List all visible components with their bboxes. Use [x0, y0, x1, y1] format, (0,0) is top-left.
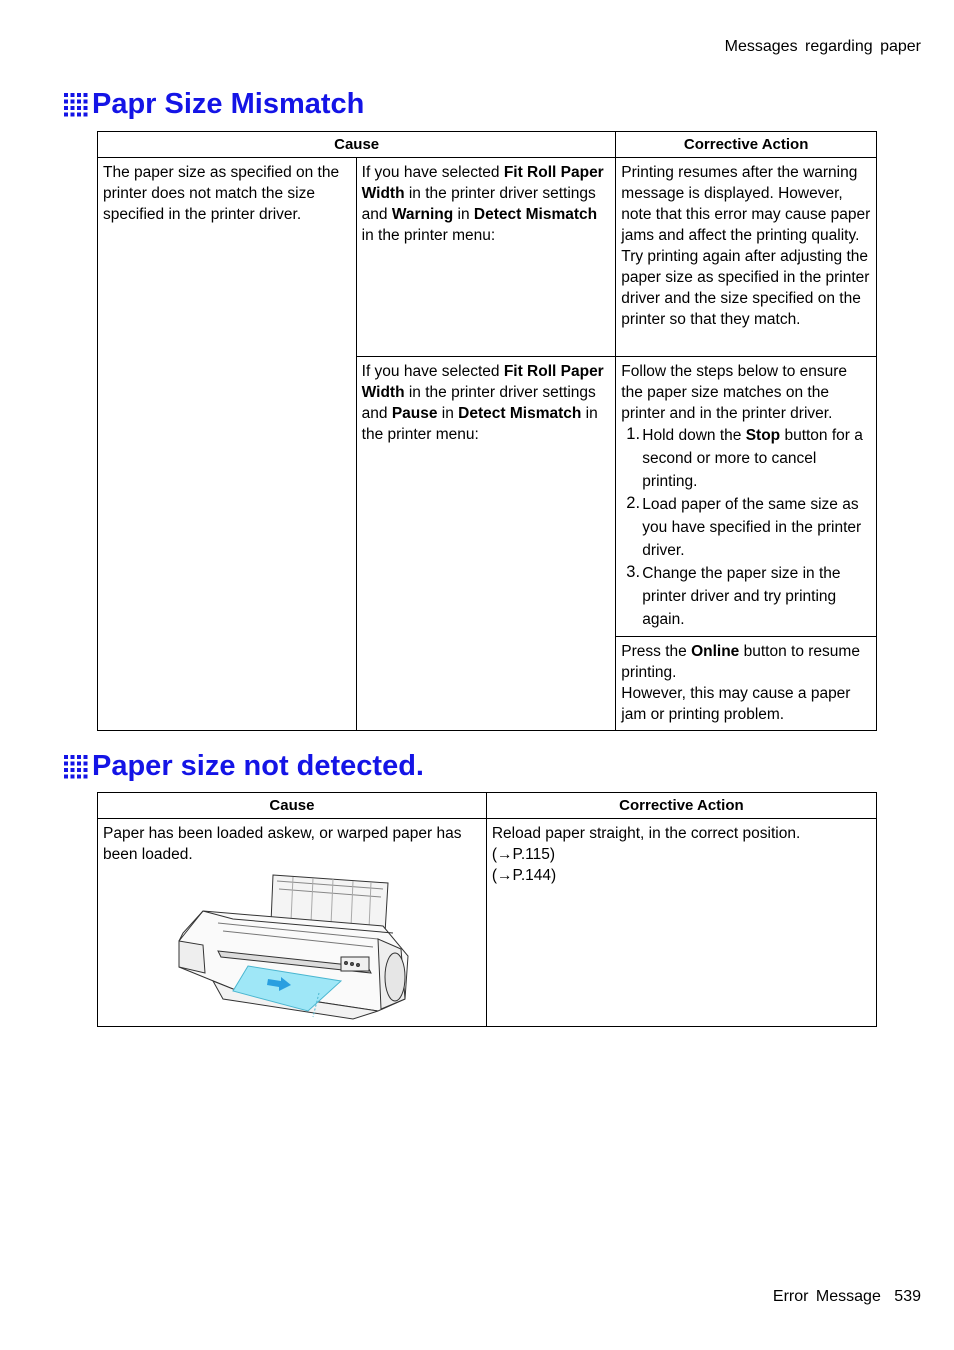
section-heading-paper-size-mismatch: [64, 88, 364, 121]
paper-size-mismatch-table: [97, 131, 877, 731]
condition-cell: If you have selected Fit Roll Paper Width in the printer driver settings and Warning in Detect Mismatch in the printer menu:: [356, 158, 616, 357]
table-header-row: [98, 132, 877, 158]
table-row: [98, 158, 877, 357]
printer-illustration: [173, 871, 418, 1021]
footer-section: Error Message: [772, 1288, 881, 1305]
list-item: 1. Hold down the Stop button for a second or more to cancel printing.: [626, 425, 863, 490]
action-line: Reload paper straight, in the correct position.: [491, 825, 801, 842]
action-cell: [486, 819, 876, 1027]
page-reference-link[interactable]: (→P.144): [491, 867, 557, 884]
section-title: Paper size not detected.: [92, 750, 424, 782]
column-header-cause: Cause: [98, 132, 616, 158]
column-header-cause: Cause: [98, 793, 487, 819]
action-cell: [616, 357, 877, 637]
action-cell: Printing resumes after the warning message is displayed. However, note that this error may cause paper jams and affect the printing quality. Try printing again after adjusting the paper size as specified in the printer driver and the size specified on the printer so that they match.: [616, 158, 877, 357]
action-cell: Press the Online button to resume printing. However, this may cause a paper jam or printing problem.: [616, 637, 877, 731]
table-header-row: [98, 793, 877, 819]
page-footer: [773, 1288, 921, 1306]
section-title: Papr Size Mismatch: [92, 88, 365, 120]
column-header-action: Corrective Action: [616, 132, 877, 158]
section-heading-paper-size-not-detected: [64, 750, 424, 783]
page-reference-link[interactable]: (→P.115): [491, 846, 556, 863]
running-header: Messages regarding paper: [724, 38, 921, 55]
table-row: [98, 819, 877, 1027]
paper-size-not-detected-table: [97, 792, 877, 1027]
page-number: 539: [894, 1288, 921, 1305]
cause-text: Paper has been loaded askew, or warped paper has been loaded.: [103, 825, 462, 863]
cause-cell: The paper size as specified on the printer does not match the size specified in the printer driver.: [98, 158, 357, 731]
steps-list: [621, 424, 871, 631]
condition-cell: If you have selected Fit Roll Paper Width in the printer driver settings and Pause in Detect Mismatch in the printer menu:: [356, 357, 616, 731]
list-item: 2. Load paper of the same size as you have specified in the printer driver.: [626, 494, 862, 559]
action-intro: Follow the steps below to ensure the paper size matches on the printer and in the printer driver.: [621, 363, 848, 422]
cause-cell: [98, 819, 487, 1027]
list-item: 3. Change the paper size in the printer driver and try printing again.: [626, 563, 841, 628]
column-header-action: Corrective Action: [486, 793, 876, 819]
grid-icon: [64, 93, 88, 117]
grid-icon: [64, 755, 88, 779]
